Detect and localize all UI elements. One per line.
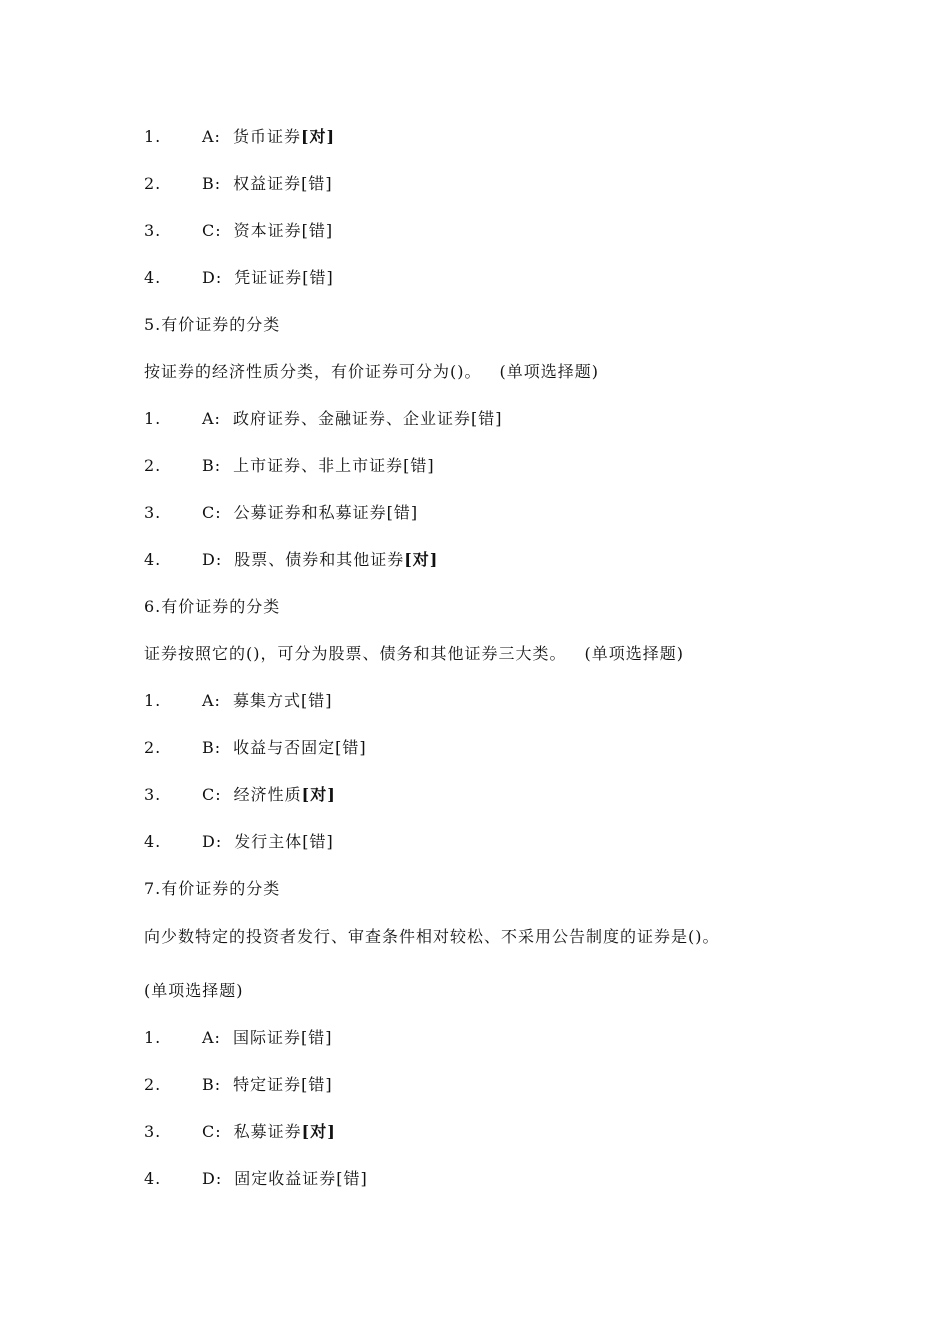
option-text: 凭证证券	[234, 268, 303, 287]
option-letter: C:	[202, 221, 222, 240]
option-number: 1.	[144, 409, 162, 428]
question-type: (单项选择题)	[144, 981, 244, 1000]
option-text: 固定收益证券	[234, 1169, 337, 1188]
question-text: 证券按照它的()，可分为股票、债务和其他证券三大类。	[144, 644, 567, 663]
option-verdict: [错]	[386, 503, 419, 522]
option-text: 资本证券	[233, 221, 302, 240]
option-verdict: [错]	[336, 1169, 368, 1188]
option-verdict: [对]	[301, 785, 336, 804]
option-verdict: [对]	[301, 1122, 336, 1141]
option-text: 权益证券	[233, 174, 302, 193]
option-verdict: [错]	[300, 691, 333, 710]
option-number: 3.	[144, 785, 162, 804]
option-text: 发行主体	[234, 832, 303, 851]
option-verdict: [错]	[300, 1028, 333, 1047]
question-title: 6.有价证券的分类	[144, 597, 281, 616]
option-number: 1.	[144, 127, 162, 146]
question-title: 7.有价证券的分类	[144, 879, 281, 898]
option-letter: B:	[202, 456, 222, 475]
option-text: 政府证券、金融证券、企业证券	[232, 409, 471, 428]
option-number: 1.	[144, 691, 162, 710]
option-verdict: [错]	[301, 221, 334, 240]
option-text: 私募证券	[233, 1122, 302, 1141]
question-type: (单项选择题)	[584, 644, 684, 663]
option-letter: A:	[202, 409, 221, 428]
option-letter: B:	[202, 738, 222, 757]
option-number: 4.	[144, 1169, 162, 1188]
question-stem	[144, 361, 599, 383]
option-number: 1.	[144, 1028, 162, 1047]
option-number: 2.	[144, 456, 162, 475]
option-letter: D:	[202, 832, 223, 851]
option-text: 特定证券	[233, 1075, 302, 1094]
option-letter: C:	[202, 785, 222, 804]
option-text: 收益与否固定	[233, 738, 336, 757]
option-letter: B:	[202, 1075, 222, 1094]
question-stem	[144, 643, 684, 665]
option-letter: D:	[202, 550, 223, 569]
option-number: 3.	[144, 503, 162, 522]
option-letter: A:	[202, 127, 221, 146]
option-letter: C:	[202, 503, 222, 522]
option-text: 国际证券	[232, 1028, 301, 1047]
option-verdict: [错]	[470, 409, 503, 428]
option-letter: C:	[202, 1122, 222, 1141]
option-verdict: [对]	[404, 550, 439, 569]
option-text: 公募证券和私募证券	[233, 503, 387, 522]
question-text: 向少数特定的投资者发行、审查条件相对较松、不采用公告制度的证券是()。	[144, 927, 720, 946]
option-verdict: [错]	[301, 1075, 333, 1094]
option-verdict: [错]	[335, 738, 367, 757]
option-letter: A:	[202, 1028, 221, 1047]
question-text: 按证券的经济性质分类，有价证券可分为()。	[144, 362, 482, 381]
option-text: 经济性质	[233, 785, 302, 804]
option-verdict: [错]	[403, 456, 435, 475]
option-letter: D:	[202, 1169, 223, 1188]
option-text: 股票、债券和其他证券	[234, 550, 405, 569]
option-number: 4.	[144, 832, 162, 851]
option-number: 3.	[144, 221, 162, 240]
option-text: 上市证券、非上市证券	[233, 456, 404, 475]
option-number: 2.	[144, 1075, 162, 1094]
question-title: 5.有价证券的分类	[144, 315, 281, 334]
option-verdict: [错]	[302, 268, 334, 287]
option-number: 2.	[144, 174, 162, 193]
option-text: 货币证券	[232, 127, 301, 146]
option-text: 募集方式	[232, 691, 301, 710]
option-number: 2.	[144, 738, 162, 757]
option-verdict: [错]	[302, 832, 334, 851]
option-number: 4.	[144, 550, 162, 569]
option-verdict: [错]	[301, 174, 333, 193]
question-type: (单项选择题)	[499, 362, 599, 381]
option-number: 4.	[144, 268, 162, 287]
option-letter: D:	[202, 268, 223, 287]
option-verdict: [对]	[300, 127, 336, 146]
option-letter: B:	[202, 174, 222, 193]
option-number: 3.	[144, 1122, 162, 1141]
option-letter: A:	[202, 691, 221, 710]
